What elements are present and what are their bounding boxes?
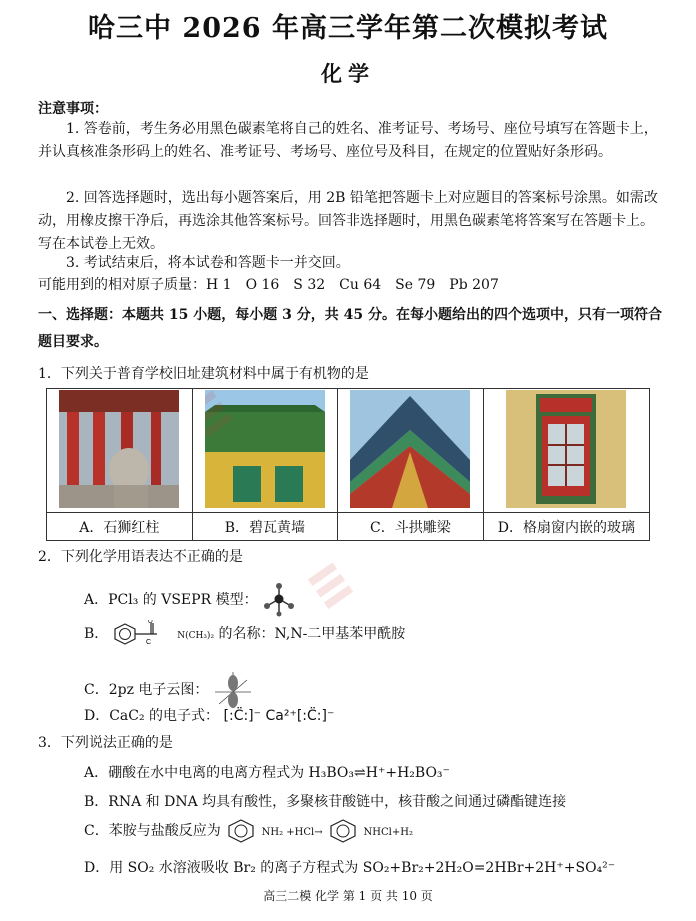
- q2-c-text: C．2pz 电子云图：: [84, 682, 209, 698]
- q3-c-mid1: NH₂ +HCl→: [261, 827, 323, 838]
- q2-d-formula: [:C̈:]⁻ Ca²⁺[:C̈:]⁻: [223, 708, 335, 724]
- q1-option-a[interactable]: A．石狮红柱: [47, 513, 193, 541]
- q3-option-d[interactable]: D．用 SO₂ 水溶液吸收 Br₂ 的离子方程式为 SO₂+Br₂+2H₂O=2HBr+2H⁺+SO₄²⁻: [84, 860, 616, 876]
- q3-c-prefix: C．苯胺与盐酸反应为: [84, 823, 221, 839]
- q2-b-prefix: B．: [84, 626, 109, 642]
- q3-option-b[interactable]: B．RNA 和 DNA 均具有酸性，多聚核苷酸链中，核苷酸之间通过磷酯键连接: [84, 794, 567, 810]
- q3-option-c[interactable]: [84, 818, 413, 844]
- page-footer: 高三二模 化学 第 1 页 共 10 页: [263, 889, 433, 903]
- electron-cloud-icon: [213, 670, 253, 710]
- note-1: 1. 答卷前，考生务必用黑色碳素笔将自己的姓名、准考证号、考场号、座位号填写在答题卡上，并认真核准条形码上的姓名、准考证号、考场号、座位号及科目，在规定的位置贴好条形码。: [38, 121, 658, 160]
- q1-picture-a: [47, 389, 193, 513]
- q1-picture-b: [192, 389, 338, 513]
- dougong-carved-beam-image: [350, 390, 470, 508]
- notes-label: 注意事项：: [38, 101, 108, 117]
- benzene-ring-icon: [225, 818, 257, 844]
- q2-option-c[interactable]: [84, 670, 253, 710]
- note-2: 2. 回答选择题时，选出每小题答案后，用 2B 铅笔把答题卡上对应题目的答案标号涂黑。如需改动，用橡皮擦干净后，再选涂其他答案标号。回答非选择题时，用黑色碳素笔将答案写在答题卡上。写在本试卷上无效。: [38, 190, 658, 252]
- atomic-masses: 可能用到的相对原子质量：H 1 O 16 S 32 Cu 64 Se 79 Pb 207: [38, 277, 499, 293]
- q2-option-a[interactable]: [84, 583, 296, 617]
- q1-option-d[interactable]: D．格扇窗内嵌的玻璃: [483, 513, 649, 541]
- green-tile-yellow-wall-image: [205, 390, 325, 508]
- stone-lion-red-column-image: [59, 390, 179, 508]
- svg-text:O: O: [147, 620, 153, 625]
- section-heading: 一、选择题：本题共 15 小题，每小题 3 分，共 45 分。在每小题给出的四个选项中，只有一项符合题目要求。: [38, 307, 662, 350]
- q1-image-table: [46, 388, 650, 541]
- q2-a-text: A．PCl₃ 的 VSEPR 模型：: [84, 592, 258, 608]
- q1-picture-d: [483, 389, 649, 513]
- q2-option-b[interactable]: [84, 620, 405, 648]
- q1-stem: 1．下列关于普育学校旧址建筑材料中属于有机物的是: [38, 366, 369, 382]
- benzene-ring-icon: [327, 818, 359, 844]
- q3-option-a[interactable]: A．硼酸在水中电离的电离方程式为 H₃BO₃⇌H⁺+H₂BO₃⁻: [84, 765, 450, 781]
- benzamide-structure-icon: [113, 620, 173, 648]
- q3-c-mid2: NHCl+H₂: [363, 827, 413, 838]
- vsepr-model-icon: [262, 583, 296, 617]
- q3-stem: 3．下列说法正确的是: [38, 735, 173, 751]
- q2-option-d[interactable]: [84, 705, 334, 725]
- note-3: 3. 考试结束后，将本试卷和答题卡一并交回。: [66, 255, 350, 271]
- q2-stem: 2．下列化学用语表达不正确的是: [38, 549, 243, 565]
- page-title: 哈三中 2026 年高三学年第二次模拟考试: [88, 13, 608, 44]
- q2-b-group: N(CH₃)₂: [177, 631, 215, 641]
- q2-d-prefix: D．CaC₂ 的电子式：: [84, 708, 220, 724]
- svg-text:C: C: [145, 639, 151, 646]
- q1-option-b[interactable]: B．碧瓦黄墙: [192, 513, 338, 541]
- q1-option-c[interactable]: C．斗拱雕梁: [338, 513, 484, 541]
- lattice-window-glass-image: [506, 390, 626, 508]
- subject-title: 化学: [321, 61, 375, 86]
- q1-picture-c: [338, 389, 484, 513]
- q2-b-suffix: 的名称：N,N-二甲基苯甲酰胺: [218, 626, 406, 642]
